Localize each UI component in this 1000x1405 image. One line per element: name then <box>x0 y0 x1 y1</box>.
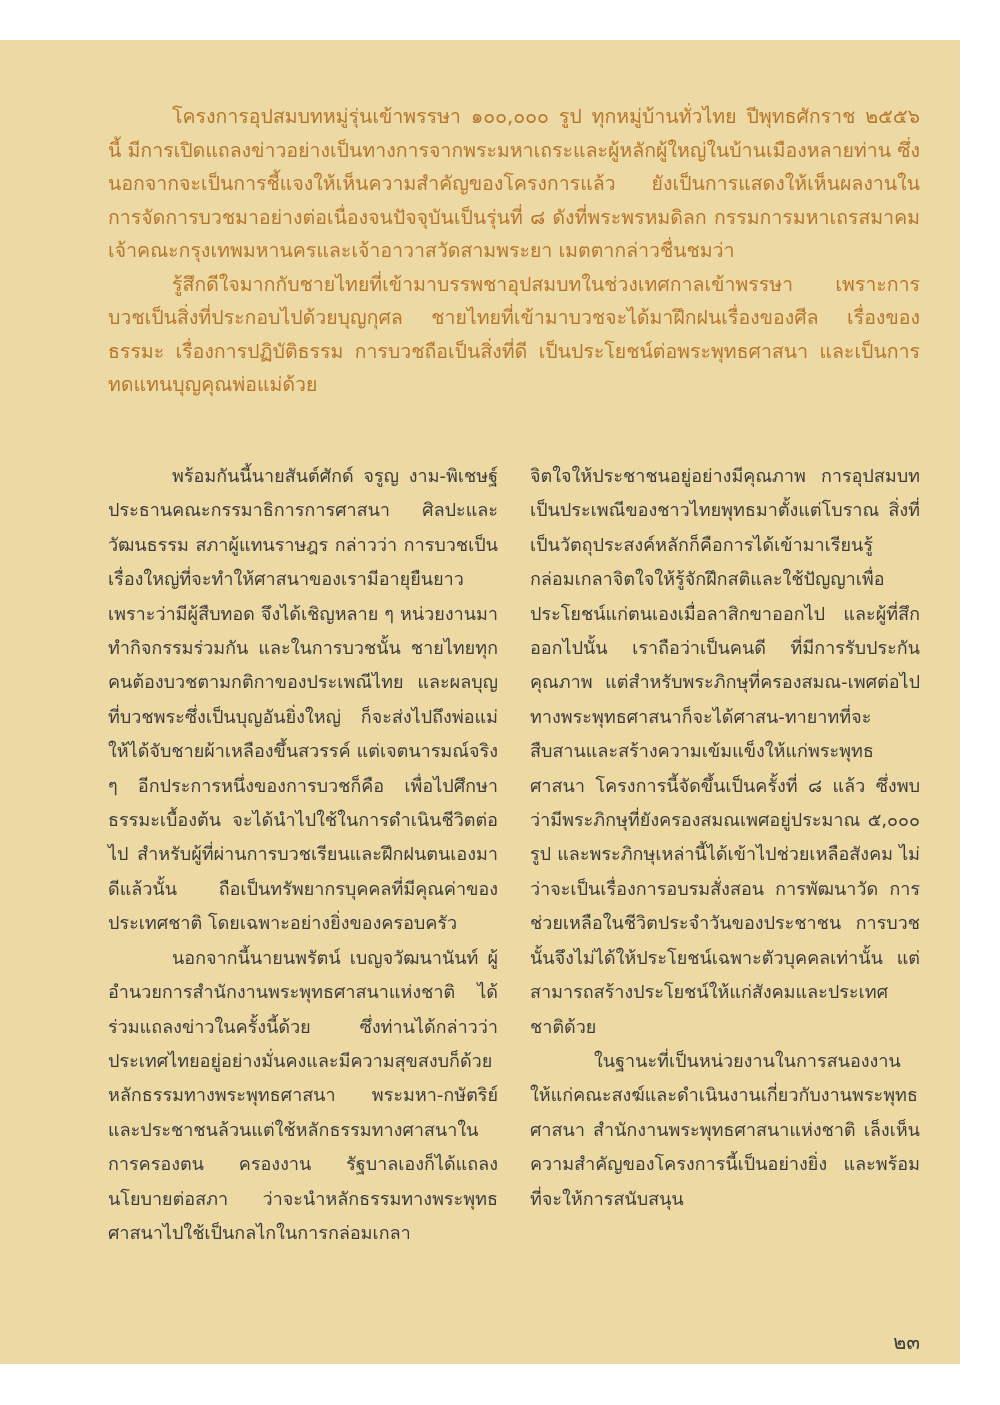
page-background <box>0 40 960 1364</box>
intro-paragraph-2: รู้สึกดีใจมากกับชายไทยที่เข้ามาบรรพชาอุปสมบทในช่วงเทศกาลเข้าพรรษา เพราะการบวชเป็นสิ่งที่ประกอบไปด้วยบุญกุศล ชายไทยที่เข้ามาบวชจะได้มาฝึกฝนเรื่องของศีล เรื่องของธรรมะ เรื่องการปฏิบัติธรรม การบวชถือเป็นสิ่งที่ดี เป็นประโยชน์ต่อพระพุทธศาสนา และเป็นการทดแทนบุญคุณพ่อแม่ด้วย <box>108 272 920 396</box>
page-number: ๒๓ <box>893 1330 920 1354</box>
intro-section <box>108 100 920 402</box>
right-paragraph-2: ในฐานะที่เป็นหน่วยงานในการสนองงานให้แก่คณะสงฆ์และดำเนินงานเกี่ยวกับงานพระพุทธศาสนา สำนักงานพระพุทธศาสนาแห่งชาติ เล็งเห็นความสำคัญของโครงการนี้เป็นอย่างยิ่ง และพร้อมที่จะให้การสนับสนุน <box>530 1050 920 1210</box>
right-paragraph-1: จิตใจให้ประชาชนอยู่อย่างมีคุณภาพ การอุปสมบทเป็นประเพณีของชาวไทยพุทธมาตั้งแต่โบราณ สิ่งที่เป็นวัตถุประสงค์หลักก็คือการได้เข้ามาเรียนรู้ กล่อมเกลาจิตใจให้รู้จักฝึกสติและใช้ปัญญาเพื่อประโยชน์แก่ตนเองเมื่อลาสิกขาออกไป และผู้ที่สึกออกไปนั้น เราถือว่าเป็นคนดี ที่มีการรับประกันคุณภาพ แต่สำหรับพระภิกษุที่ครองสมณ-เพศต่อไป ทางพระพุทธศาสนาก็จะได้ศาสน-ทายาทที่จะสืบสานและสร้างความเข้มแข็งให้แก่พระพุทธศาสนา โครงการนี้จัดขึ้นเป็นครั้งที่ ๘ แล้ว ซึ่งพบว่ามีพระภิกษุที่ยังครองสมณเพศอยู่ประมาณ ๕,๐๐๐ รูป และพระภิกษุเหล่านี้ได้เข้าไปช่วยเหลือสังคม ไม่ว่าจะเป็นเรื่องการอบรมสั่งสอน การพัฒนาวัด การช่วยเหลือในชีวิตประจำวันของประชาชน การบวชนั้นจึงไม่ได้ให้ประโยชน์เฉพาะตัวบุคคลเท่านั้น แต่สามารถสร้างประโยชน์ให้แก่สังคมและประเทศชาติด้วย <box>530 466 920 1038</box>
left-column <box>108 460 498 1251</box>
right-column <box>530 460 920 1217</box>
left-paragraph-1: พร้อมกันนี้นายสันต์ศักด์ จรูญ งาม-พิเชษฐ์ ประธานคณะกรรมาธิการการศาสนา ศิลปะและวัฒนธรรม สภาผู้แทนราษฎร กล่าวว่า การบวชเป็นเรื่องใหญ่ที่จะทำให้ศาสนาของเรามีอายุยืนยาวเพราะว่ามีผู้สืบทอด จึงได้เชิญหลาย ๆ หน่วยงานมาทำกิจกรรมร่วมกัน และในการบวชนั้น ชายไทยทุกคนต้องบวชตามกติกาของประเพณีไทย และผลบุญที่บวชพระซึ่งเป็นบุญอันยิ่งใหญ่ ก็จะส่งไปถึงพ่อแม่ให้ได้จับชายผ้าเหลืองขึ้นสวรรค์ แต่เจตนารมณ์จริง ๆ อีกประการหนึ่งของการบวชก็คือ เพื่อไปศึกษาธรรมะเบื้องต้น จะได้นำไปใช้ในการดำเนินชีวิตต่อไป สำหรับผู้ที่ผ่านการบวชเรียนและฝึกฝนตนเองมาดีแล้วนั้น ถือเป็นทรัพยากรบุคคลที่มีคุณค่าของประเทศชาติ โดยเฉพาะอย่างยิ่งของครอบครัว <box>108 466 498 935</box>
left-paragraph-2: นอกจากนี้นายนพรัตน์ เบญจวัฒนานันท์ ผู้อำนวยการสำนักงานพระพุทธศาสนาแห่งชาติ ได้ร่วมแถลงข่าวในครั้งนี้ด้วย ซึ่งท่านได้กล่าวว่าประเทศไทยอยู่อย่างมั่นคงและมีความสุขสงบก็ด้วยหลักธรรมทางพระพุทธศาสนา พระมหา-กษัตริย์และประชาชนล้วนแต่ใช้หลักธรรมทางศาสนาในการครองตน ครองงาน รัฐบาลเองก็ได้แถลงนโยบายต่อสภา ว่าจะนำหลักธรรมทางพระพุทธศาสนาไปใช้เป็นกลไกในการกล่อมเกลา <box>108 947 498 1244</box>
intro-paragraph-1: โครงการอุปสมบทหมู่รุ่นเข้าพรรษา ๑๐๐,๐๐๐ รูป ทุกหมู่บ้านทั่วไทย ปีพุทธศักราช ๒๕๕๖ นี้ มีการเปิดแถลงข่าวอย่างเป็นทางการจากพระมหาเถระและผู้หลักผู้ใหญ่ในบ้านเมืองหลายท่าน ซึ่งนอกจากจะเป็นการชี้แจงให้เห็นความสำคัญของโครงการแล้ว ยังเป็นการแสดงให้เห็นผลงานในการจัดการบวชมาอย่างต่อเนื่องจนปัจจุบันเป็นรุ่นที่ ๘ ดังที่พระพรหมดิลก กรรมการมหาเถรสมาคม เจ้าคณะกรุงเทพมหานครและเจ้าอาวาสวัดสามพระยา เมตตากล่าวชื่นชมว่า <box>108 105 920 262</box>
